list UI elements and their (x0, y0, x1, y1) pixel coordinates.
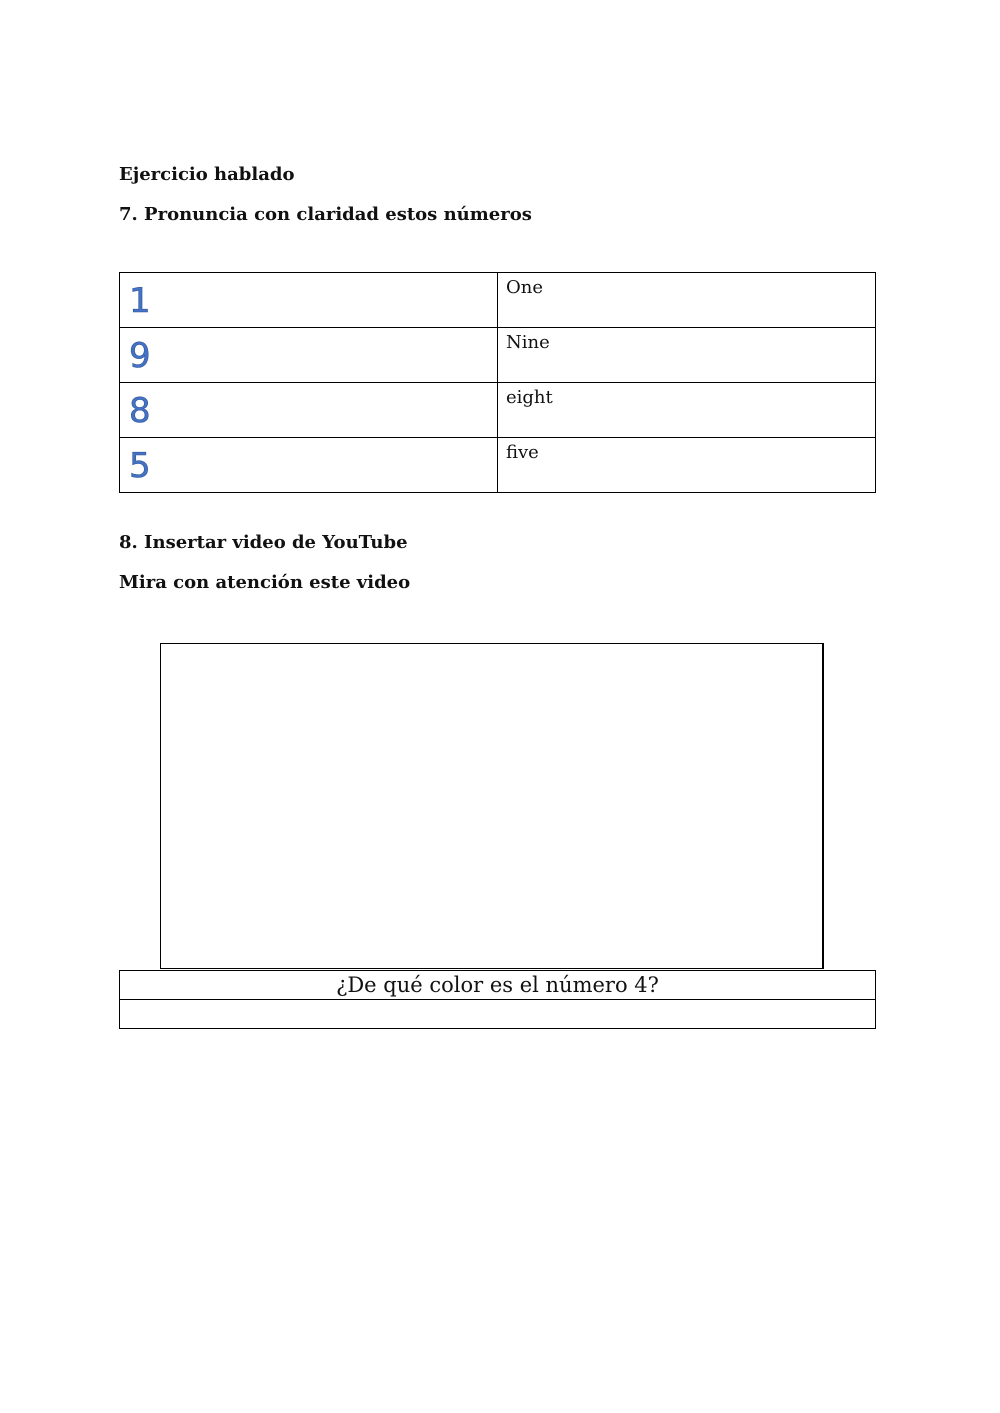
video-embed-frame[interactable] (160, 643, 824, 969)
table-row (120, 383, 876, 438)
question-cell: ¿De qué color es el número 4? (120, 971, 876, 1000)
numbers-table (119, 272, 876, 493)
answer-cell[interactable] (120, 1000, 876, 1029)
word-cell (498, 328, 876, 383)
digit-label: 1 (129, 281, 151, 321)
word-label: One (506, 277, 544, 298)
digit-cell (120, 328, 498, 383)
word-cell (498, 383, 876, 438)
exercise-7-title: 7. Pronuncia con claridad estos números (119, 204, 532, 225)
table-row (120, 438, 876, 493)
word-cell (498, 438, 876, 493)
exercise-8-title: 8. Insertar video de YouTube (119, 532, 408, 553)
digit-label: 5 (129, 446, 151, 486)
table-row (120, 273, 876, 328)
section-title: Ejercicio hablado (119, 164, 295, 185)
digit-cell (120, 438, 498, 493)
word-label: Nine (506, 332, 550, 353)
digit-cell (120, 273, 498, 328)
digit-label: 8 (129, 391, 151, 431)
table-row (120, 1000, 876, 1029)
video-instruction: Mira con atención este video (119, 572, 411, 593)
table-row (120, 328, 876, 383)
word-label: five (506, 442, 539, 463)
question-table (119, 970, 876, 1029)
digit-cell (120, 383, 498, 438)
word-label: eight (506, 387, 553, 408)
digit-label: 9 (129, 336, 151, 376)
table-row (120, 971, 876, 1000)
word-cell (498, 273, 876, 328)
